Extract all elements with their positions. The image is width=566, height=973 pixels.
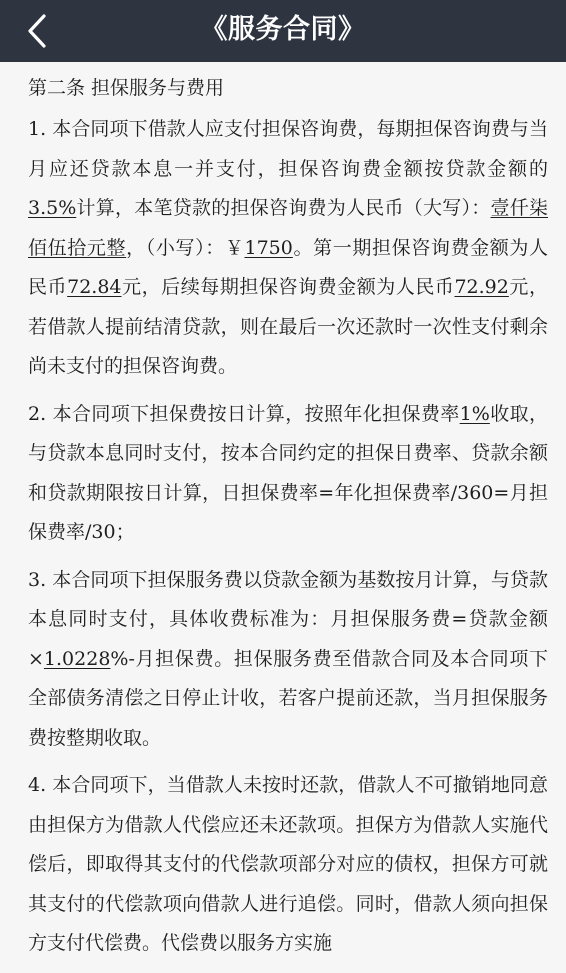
clause-text: 计算，本笔贷款的担保咨询费为人民币（大写）： — [76, 197, 491, 219]
clause-1 — [28, 110, 548, 387]
clause-text: 。第一期担保咨询费金额为人民币 — [28, 236, 548, 298]
clause-text: %-月担保费。担保服务费至借款合同及本合同项下全部债务清偿之日停止计收，若客户提前还款，当月担保服务费按整期收取。 — [28, 647, 548, 749]
amount-in-words: 壹仟柒佰伍拾元整 — [28, 197, 548, 259]
consult-fee-rate: 3.5% — [28, 197, 77, 219]
service-fee-rate: 1.0228 — [43, 647, 111, 670]
clause-text: 元，若借款人提前结清贷款，则在最后一次还款时一次性支付剩余尚未支付的担保咨询费。 — [28, 276, 548, 377]
clause-text: 元，后续每期担保咨询费金额为人民币 — [121, 276, 455, 298]
section-title: 第二条 担保服务与费用 — [28, 77, 225, 99]
clause-3 — [28, 561, 548, 759]
clause-number: 4. — [28, 774, 53, 796]
clause-number: 2. — [28, 402, 53, 425]
page-title: 《服务合同》 — [200, 14, 366, 45]
clause-text: 本合同项下担保服务费以贷款金额为基数按月计算，与贷款本息同时支付，具体收费标准为：月担保服务费=贷款金额× — [28, 568, 548, 670]
later-period-fee: 72.92 — [454, 276, 509, 298]
clause-text: 本合同项下，当借款人未按时还款，借款人不可撤销地同意由担保方为借款人代偿应还未还款项。担保方为借款人实施代偿后，即取得其支付的代偿款项部分对应的债权，担保方可就其支付的代偿款项向借款人进行追偿。同时，借款人须向担保方支付代偿费。代偿费以服务方实施 — [28, 774, 548, 954]
clause-2 — [28, 395, 548, 553]
annual-guarantee-rate: 1% — [459, 402, 490, 425]
clause-text: 本合同项下借款人应支付担保咨询费，每期担保咨询费与当月应还贷款本息一并支付，担保咨询费金额按贷款金额的 — [28, 118, 548, 180]
clause-text: ，（小写）：￥ — [126, 236, 245, 259]
clause-text: 本合同项下担保费按日计算，按照年化担保费率 — [52, 402, 460, 425]
contract-content — [28, 70, 548, 972]
clause-number: 3. — [28, 568, 53, 591]
first-period-fee: 72.84 — [67, 276, 122, 298]
nav-bar — [0, 0, 566, 62]
clause-4 — [28, 766, 548, 964]
clause-text: 收取，与贷款本息同时支付，按本合同约定的担保日费率、贷款余额和贷款期限按日计算，日担保费率=年化担保费率/360=月担保费率/30； — [28, 402, 548, 543]
amount-in-figures: 1750 — [244, 236, 293, 259]
clause-number: 1. — [28, 118, 53, 140]
